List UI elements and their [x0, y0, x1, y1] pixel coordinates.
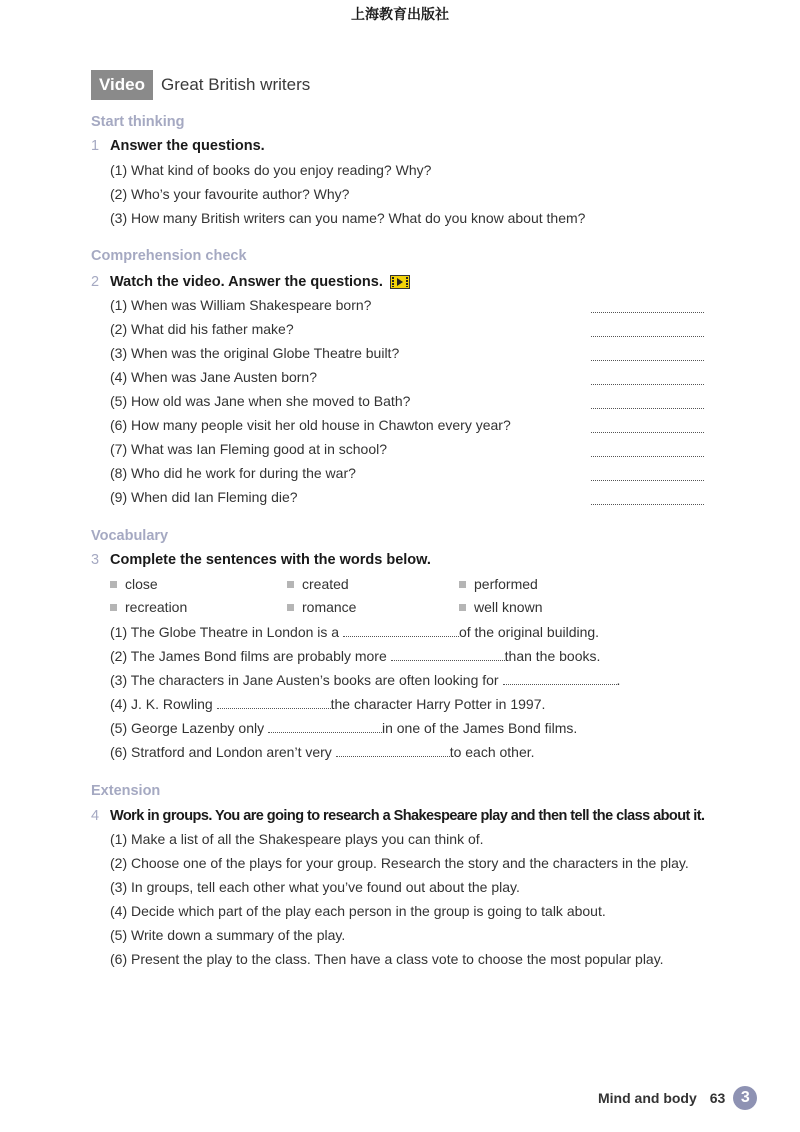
word-option: well known: [459, 599, 542, 615]
blank-field[interactable]: [343, 624, 459, 637]
blank-field[interactable]: [391, 648, 505, 661]
task-2: [91, 274, 410, 290]
blank-field[interactable]: [217, 696, 331, 709]
blank-field[interactable]: [503, 672, 617, 685]
task-instruction: Work in groups. You are going to research a Shakespeare play and then tell the class about it.: [110, 808, 705, 824]
section-heading-start-thinking: Start thinking: [91, 114, 185, 130]
unit-badge: 3: [733, 1086, 757, 1110]
question-item: (8) Who did he work for during the war?: [110, 465, 356, 481]
lesson-title: [91, 70, 310, 100]
question-item: (4) When was Jane Austen born?: [110, 369, 318, 385]
answer-line[interactable]: [591, 456, 704, 457]
section-heading-extension: Extension: [91, 783, 161, 799]
task-instruction: Complete the sentences with the words below.: [110, 552, 431, 568]
word-option: close: [110, 576, 158, 592]
answer-line[interactable]: [591, 504, 704, 505]
step-item: (6) Present the play to the class. Then have a class vote to choose the most popular play.: [110, 951, 664, 967]
sentence-item: (6) Stratford and London aren’t very to each other.: [110, 744, 535, 760]
title-text: Great British writers: [160, 75, 311, 94]
answer-line[interactable]: [591, 312, 704, 313]
step-item: (5) Write down a summary of the play.: [110, 927, 346, 943]
blank-field[interactable]: [268, 720, 382, 733]
square-bullet-icon: [110, 604, 117, 611]
square-bullet-icon: [459, 581, 466, 588]
word-option: recreation: [110, 599, 187, 615]
sentence-item: (1) The Globe Theatre in London is a of the original building.: [110, 624, 600, 640]
square-bullet-icon: [459, 604, 466, 611]
task-1: [91, 138, 265, 154]
answer-line[interactable]: [591, 432, 704, 433]
answer-line[interactable]: [591, 336, 704, 337]
task-instruction: Answer the questions.: [110, 138, 265, 154]
question-item: (2) Who’s your favourite author? Why?: [110, 186, 350, 202]
task-number: 2: [91, 274, 100, 290]
task-number: 4: [91, 808, 99, 824]
question-item: (6) How many people visit her old house in Chawton every year?: [110, 417, 511, 433]
question-item: (2) What did his father make?: [110, 321, 294, 337]
section-heading-comprehension: Comprehension check: [91, 248, 247, 264]
word-option: romance: [287, 599, 356, 615]
question-item: (9) When did Ian Fleming die?: [110, 489, 298, 505]
square-bullet-icon: [287, 604, 294, 611]
sentence-item: (5) George Lazenby only in one of the James Bond films.: [110, 720, 578, 736]
task-4: [91, 808, 705, 824]
task-number: 1: [91, 138, 100, 154]
section-heading-vocabulary: Vocabulary: [91, 528, 169, 544]
page-number: 63: [709, 1090, 726, 1106]
sentence-item: (2) The James Bond films are probably more than the books.: [110, 648, 601, 664]
answer-line[interactable]: [591, 384, 704, 385]
blank-field[interactable]: [336, 744, 450, 757]
task-number: 3: [91, 552, 100, 568]
square-bullet-icon: [110, 581, 117, 588]
sentence-item: (4) J. K. Rowling the character Harry Potter in 1997.: [110, 696, 546, 712]
answer-line[interactable]: [591, 360, 704, 361]
step-item: (2) Choose one of the plays for your group. Research the story and the characters in the play.: [110, 855, 689, 871]
sentence-item: (3) The characters in Jane Austen’s books are often looking for .: [110, 672, 621, 688]
question-item: (3) How many British writers can you name? What do you know about them?: [110, 210, 586, 226]
question-item: (5) How old was Jane when she moved to Bath?: [110, 393, 411, 409]
word-option: performed: [459, 576, 538, 592]
answer-line[interactable]: [591, 480, 704, 481]
answer-line[interactable]: [591, 408, 704, 409]
task-instruction: Watch the video. Answer the questions.: [110, 274, 383, 290]
word-option: created: [287, 576, 349, 592]
question-item: (1) What kind of books do you enjoy reading? Why?: [110, 162, 432, 178]
step-item: (3) In groups, tell each other what you’ve found out about the play.: [110, 879, 520, 895]
unit-title: Mind and body: [598, 1090, 697, 1106]
square-bullet-icon: [287, 581, 294, 588]
step-item: (1) Make a list of all the Shakespeare plays you can think of.: [110, 831, 484, 847]
question-item: (1) When was William Shakespeare born?: [110, 297, 372, 313]
task-3: [91, 552, 431, 568]
step-item: (4) Decide which part of the play each person in the group is going to talk about.: [110, 903, 606, 919]
question-item: (3) When was the original Globe Theatre built?: [110, 345, 400, 361]
question-item: (7) What was Ian Fleming good at in school?: [110, 441, 388, 457]
video-tag: Video: [91, 70, 153, 100]
publisher-header: 上海教育出版社: [351, 7, 449, 23]
page-footer: [598, 1086, 757, 1110]
video-icon[interactable]: [390, 275, 410, 289]
